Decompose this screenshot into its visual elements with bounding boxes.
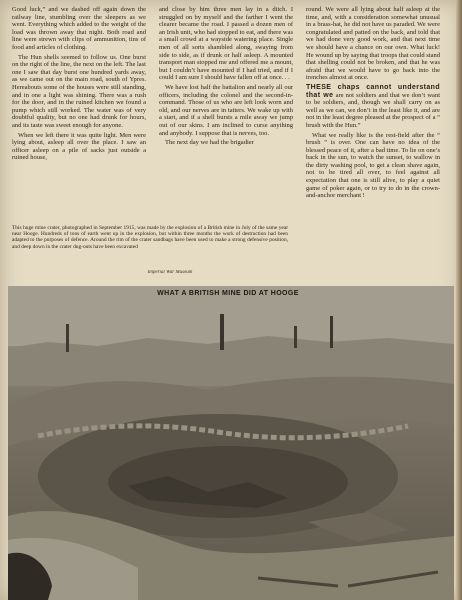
paragraph-text: are not soldiers and that we don’t want to be soldiers, and, though we shall carry on as well as we can, we don’t in the least like it, and are not in the least degree pleased at the prospect of a “ brush with the Hun.” — [306, 91, 440, 129]
article-column-1 — [12, 6, 146, 213]
photo-caption — [12, 225, 288, 265]
tree-stump — [330, 316, 333, 348]
paragraph: and close by him three men lay in a ditch. I struggled on by myself and the farther I went the clearer became the road. I passed a dozen men of an Irish unit, who had stopped to eat, and there was a small crowd at a wayside watering place. Single men of all sorts shambled along, swaying from side to side, as if drunk or half asleep. A mounted transport man stopped me and offered me a mount, but I couldn’t have mounted if I had tried, and if I could I am sure I should have fallen off at once. . . — [159, 6, 293, 82]
article-columns — [12, 6, 452, 213]
caption-text: This huge mine crater, photographed in September 1915, was made by the explosion of a British mine in July of the same year near Hooge. Hundreds of tons of earth went up in the explosion, but within three months the work of destruction had been adapted to the purposes of defence. Around the rim of the crater sandbags have been used to make a strong defensive position, and deep down in the crater dug-outs have been excavated — [12, 225, 288, 250]
paragraph: Good luck,” and we dashed off again down the railway line, stumbling over the sleepers as we went. Everything which added to the weight of the load was thrown away that night. Both road and line were strewn with clips of ammunition, tins of food and articles of clothing. — [12, 6, 146, 51]
tree-stump — [294, 326, 297, 348]
crater-landscape-drawing — [8, 286, 454, 600]
photo-credit: Imperial War Museum — [147, 270, 193, 275]
paragraph: The Hun shells seemed to follow us. One burst on the right of the line, the next on the left. The last one I saw that day burst one hundred yards away, as we came out on the main road, south of Ypres. Hereabouts some of the houses were still standing, and in one a light was shining. There was a rush for the door, and in the ruined kitchen we found a pump which still worked. The water was of very doubtful quality, but no one had drunk for hours, and its taste was sweet enough for anyone. — [12, 53, 146, 129]
paragraph-with-dropcap — [306, 84, 440, 130]
paragraph: We have lost half the battalion and nearly all our officers, including the colonel and the second-in-command. Those of us who are left look worn and old, and our nerves are in tatters. We wake up with a start, and if a shell bursts a mile away we jump out of our skins. I am inclined to curse anything and anybody. I suppose that is nerves, too. — [159, 83, 293, 137]
photo-title: WHAT A BRITISH MINE DID AT HOOGE — [157, 290, 299, 297]
article-column-2 — [159, 6, 293, 213]
page-edge-shadow — [456, 0, 462, 600]
tree-stump — [220, 314, 224, 350]
paragraph: The next day we had the brigadier — [165, 139, 254, 147]
mine-crater-photograph — [8, 286, 454, 600]
tree-stump — [66, 324, 69, 352]
paragraph: When we left there it was quite light. Men were lying about, asleep all over the place. I saw an officer asleep on a pile of sacks just outside a ruined house, — [12, 131, 146, 162]
section-lead: THESE chaps cannot understand that we — [306, 83, 440, 99]
article-column-3 — [306, 6, 440, 261]
paragraph: round. We were all lying about half asleep at the time, and, with a consideration somewhat unusual in a brass-hat, he did not have us paraded. We were congratulated and patted on the back, and told that we had done very good work, and that next time we should have a chance on our own. What luck! He wound up by saying that troops that could stand that shelling could not be broken, and that he was afraid that we would have to go back into the trenches almost at once. — [306, 6, 440, 82]
paragraph: What we really like is the rest-field after the “ brush ” is over. One can have no idea of the blessed peace of it, after a bad time. To lie on one’s back in the sun, to watch the sunset, to wallow in the dirty washing pool, to get a clean shave again, not to be tired all over, to feel against all expectation that one is still alive, to play a quiet game of poker again, or to try to do in the crown-and-anchor merchant ! — [306, 131, 440, 200]
